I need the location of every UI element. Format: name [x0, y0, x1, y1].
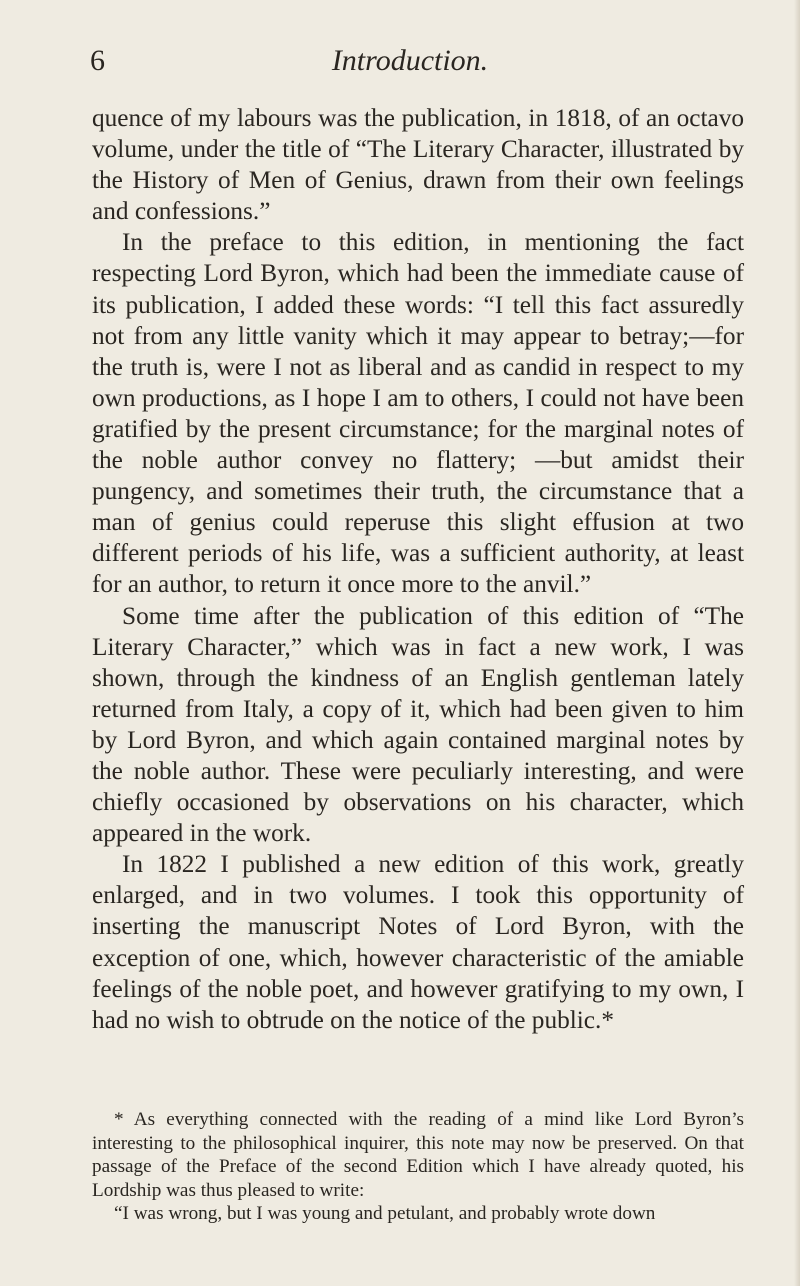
paragraph: quence of my labours was the publication, in 1818, of an octavo volume, under the title of “The Literary Character, illustrated by the History of Men of Genius, drawn from their own feelings and confessions.” [92, 104, 744, 226]
page-number: 6 [90, 44, 105, 77]
footnote [92, 1108, 744, 1226]
footnote-text: * As everything connected with the reading of a mind like Lord Byron’s interesting to the philosophical inquirer, this note may now be preserved. On that passage of the Preface of the second Edition which I have already quoted, his Lordship was thus pleased to write: [92, 1109, 744, 1201]
body-text [92, 103, 744, 1036]
page-header [90, 44, 730, 84]
paragraph: In 1822 I published a new edition of this work, greatly enlarged, and in two volumes. I took this opportunity of inserting the manuscript Notes of Lord Byron, with the exception of one, which, however characteristic of the amiable feelings of the noble poet, and however gratifying to my own, I had no wish to obtrude on the notice of the public.* [92, 850, 744, 1034]
page-edge-shadow [794, 0, 800, 1286]
paragraph: In the preface to this edition, in mentioning the fact respecting Lord Byron, which had been the immediate cause of its publication, I added these words: “I tell this fact assuredly not from any little vanity which it may appear to betray;—for the truth is, were I not as liberal and as candid in respect to my own productions, as I hope I am to others, I could not have been gratified by the present circumstance; for the marginal notes of the noble author convey no flattery; —but amidst their pungency, and sometimes their truth, the circumstance that a man of genius could reperuse this slight effusion at two different periods of his life, was a sufficient authority, at least for an author, to return it once more to the anvil.” [92, 228, 744, 599]
footnote-quote: “I was wrong, but I was young and petulant, and probably wrote down [114, 1203, 656, 1224]
running-title: Introduction. [331, 44, 489, 77]
paragraph: Some time after the publication of this edition of “The Literary Character,” which was in fact a new work, I was shown, through the kindness of an English gentleman lately returned from Italy, a copy of it, which had been given to him by Lord Byron, and which again contained marginal notes by the noble author. These were peculiarly interesting, and were chiefly occasioned by observations on his character, which appeared in the work. [92, 601, 744, 848]
